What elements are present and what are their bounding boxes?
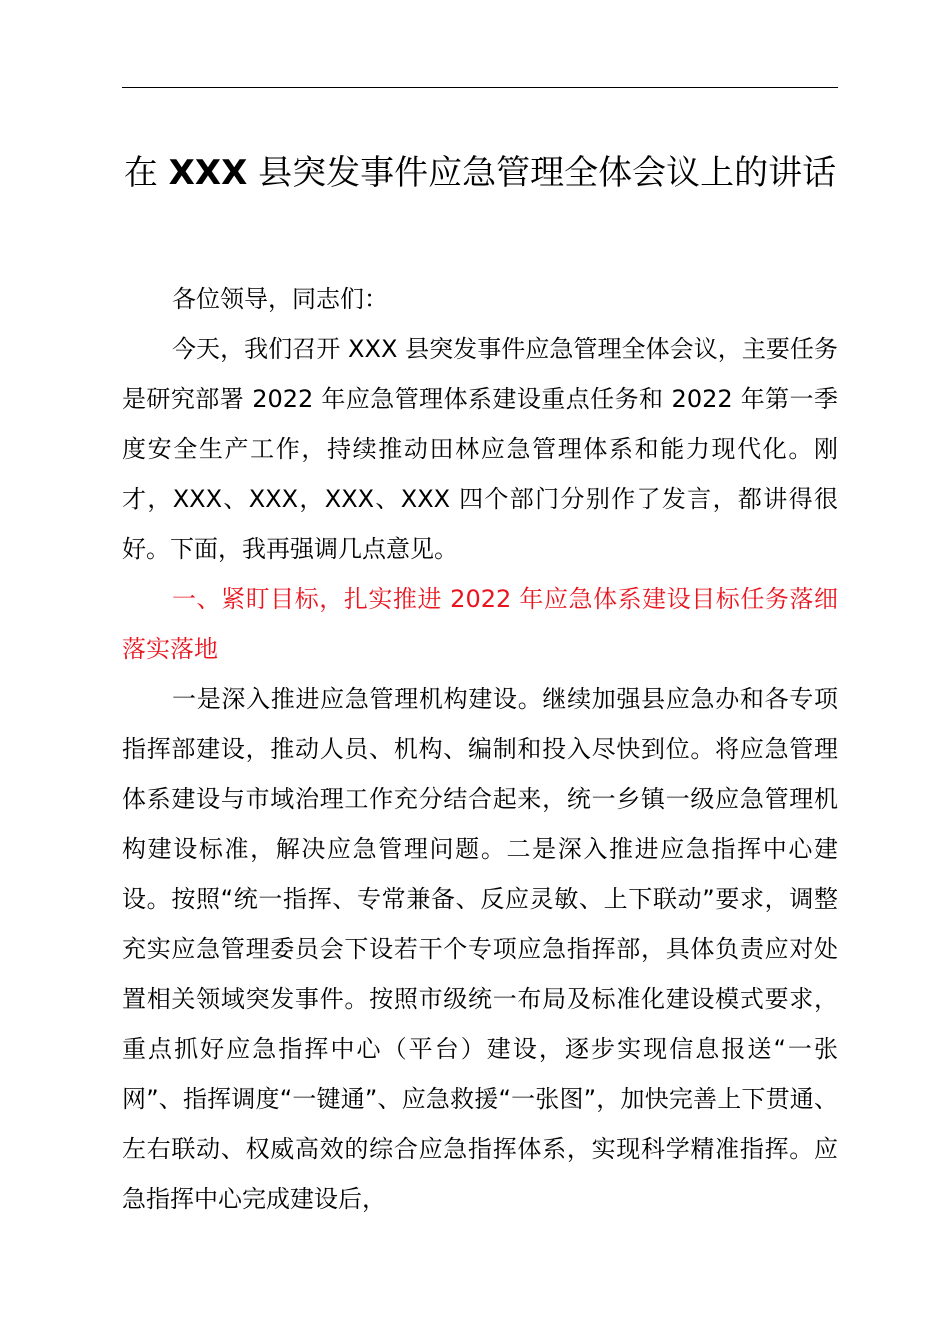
document-body [122, 274, 838, 1224]
title-bold-part: XXX [168, 153, 248, 193]
header-rule [122, 87, 838, 88]
section-1-body: 一是深入推进应急管理机构建设。继续加强县应急办和各专项指挥部建设，推动人员、机构、编制和投入尽快到位。将应急管理体系建设与市域治理工作充分结合起来，统一乡镇一级应急管理机构建设标准，解决应急管理问题。二是深入推进应急指挥中心建设。按照“统一指挥、专常兼备、反应灵敏、上下联动”要求，调整充实应急管理委员会下设若干个专项应急指挥部，具体负责应对处置相关领域突发事件。按照市级统一布局及标准化建设模式要求，重点抓好应急指挥中心（平台）建设，逐步实现信息报送“一张网”、指挥调度“一键通”、应急救援“一张图”，加快完善上下贯通、左右联动、权威高效的综合应急指挥体系，实现科学精准指挥。应急指挥中心完成建设后， [122, 685, 838, 1213]
title-suffix: 县突发事件应急管理全体会议上的讲话 [247, 153, 837, 193]
section-1-heading: 一、紧盯目标，扎实推进 2022 年应急体系建设目标任务落细落实落地 [122, 585, 838, 663]
greeting-paragraph: 各位领导，同志们： [172, 285, 388, 313]
document-title [122, 148, 838, 198]
intro-paragraph: 今天，我们召开 XXX 县突发事件应急管理全体会议，主要任务是研究部署 2022 年应急管理体系建设重点任务和 2022 年第一季度安全生产工作，持续推动田林应急管理体系和能力现代化。刚才，XXX、XXX，XXX、XXX 四个部门分别作了发言，都讲得很好。下面，我再强调几点意见。 [122, 335, 838, 563]
title-prefix: 在 [123, 153, 169, 193]
